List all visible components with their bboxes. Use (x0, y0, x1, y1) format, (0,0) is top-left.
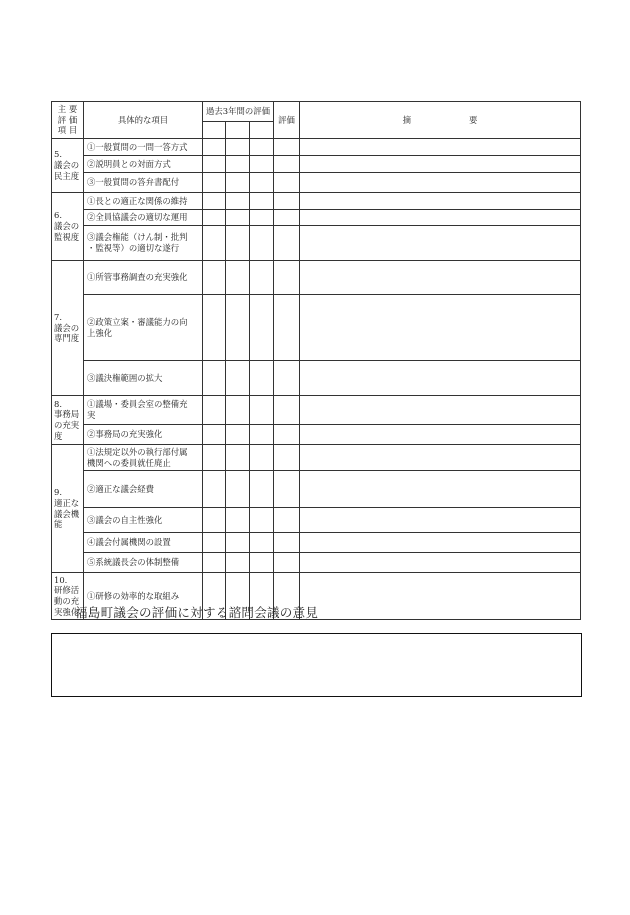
eval-cell[interactable] (274, 173, 300, 193)
past-eval-year-1-cell[interactable] (203, 425, 226, 445)
eval-cell[interactable] (274, 553, 300, 573)
table-row (52, 139, 581, 156)
item-label: ⑤系統議長会の体制整備 (87, 557, 180, 568)
past-eval-year-2-cell[interactable] (226, 396, 250, 425)
header-remarks-char-2: 要 (469, 114, 478, 125)
item-label: ①所管事務調査の充実強化 (87, 272, 188, 283)
eval-cell[interactable] (274, 156, 300, 173)
eval-cell[interactable] (274, 425, 300, 445)
table-row (52, 553, 581, 573)
item-cell (84, 396, 203, 425)
category-name: 研修活 動の充 実強化 (54, 585, 80, 617)
past-eval-year-2-cell[interactable] (226, 471, 250, 508)
eval-cell[interactable] (274, 508, 300, 533)
past-eval-year-1-cell[interactable] (203, 173, 226, 193)
item-label: ③議決権範囲の拡大 (87, 372, 163, 383)
item-cell (84, 471, 203, 508)
category-name: 議会の 専門度 (54, 322, 80, 344)
past-eval-year-1-cell[interactable] (203, 261, 226, 295)
category-name: 事務局 の充実 度 (54, 409, 80, 441)
remarks-cell[interactable] (300, 295, 581, 361)
category-number: 10. (54, 574, 68, 585)
remarks-cell[interactable] (300, 396, 581, 425)
eval-cell[interactable] (274, 210, 300, 226)
table-row (52, 396, 581, 425)
item-cell (84, 139, 203, 156)
past-eval-year-1-cell[interactable] (203, 471, 226, 508)
remarks-cell[interactable] (300, 508, 581, 533)
past-eval-year-3-cell[interactable] (250, 261, 274, 295)
past-eval-year-2-cell[interactable] (226, 193, 250, 210)
past-eval-year-1-cell[interactable] (203, 295, 226, 361)
table-row (52, 471, 581, 508)
category-name: 適正な 議会機 能 (54, 497, 80, 530)
table-row (52, 361, 581, 396)
item-label: ②全員協議会の適切な運用 (87, 212, 188, 223)
category-cell (52, 139, 84, 193)
opinion-box[interactable] (51, 633, 582, 697)
past-eval-year-1-cell[interactable] (203, 139, 226, 156)
category-number: 8. (54, 398, 62, 409)
table-row (52, 508, 581, 533)
past-eval-year-2-cell[interactable] (226, 156, 250, 173)
item-label: ②適正な議会経費 (87, 483, 154, 494)
eval-cell[interactable] (274, 261, 300, 295)
past-eval-year-3-cell[interactable] (250, 193, 274, 210)
eval-cell[interactable] (274, 295, 300, 361)
remarks-cell[interactable] (300, 261, 581, 295)
category-cell (52, 396, 84, 445)
past-eval-year-2-cell[interactable] (226, 210, 250, 226)
table-row (52, 193, 581, 210)
past-eval-year-2-cell[interactable] (226, 553, 250, 573)
evaluation-table (51, 101, 581, 620)
header-past-eval: 過去3年間の評価 (203, 102, 274, 122)
past-eval-year-3-cell[interactable] (250, 471, 274, 508)
past-eval-year-2-cell[interactable] (226, 508, 250, 533)
item-cell (84, 193, 203, 210)
past-eval-year-3-cell[interactable] (250, 226, 274, 261)
past-eval-year-1-cell[interactable] (203, 553, 226, 573)
past-eval-year-3-cell[interactable] (250, 396, 274, 425)
past-eval-year-2-cell[interactable] (226, 425, 250, 445)
past-eval-year-1-cell[interactable] (203, 193, 226, 210)
remarks-cell[interactable] (300, 445, 581, 471)
remarks-cell[interactable] (300, 226, 581, 261)
item-label: ①研修の効率的な取組み (87, 590, 180, 601)
header-eval: 評価 (274, 102, 300, 139)
category-name: 議会の 監視度 (54, 221, 80, 242)
item-label: ③議会権能（けん制・批判 ・監視等）の適切な遂行 (87, 232, 188, 253)
eval-cell[interactable] (274, 445, 300, 471)
past-eval-year-3-cell[interactable] (250, 425, 274, 445)
header-remarks (300, 102, 581, 139)
item-cell (84, 156, 203, 173)
past-eval-year-1-cell[interactable] (203, 396, 226, 425)
past-eval-year-3-cell[interactable] (250, 295, 274, 361)
item-cell (84, 533, 203, 553)
remarks-cell[interactable] (300, 139, 581, 156)
remarks-cell[interactable] (300, 173, 581, 193)
remarks-cell[interactable] (300, 573, 581, 620)
past-eval-year-2-cell[interactable] (226, 226, 250, 261)
past-eval-year-3-cell[interactable] (250, 173, 274, 193)
eval-cell[interactable] (274, 226, 300, 261)
table-row (52, 295, 581, 361)
past-eval-year-1-cell[interactable] (203, 445, 226, 471)
past-eval-year-2-cell[interactable] (226, 533, 250, 553)
past-eval-year-2-cell[interactable] (226, 361, 250, 396)
remarks-cell[interactable] (300, 193, 581, 210)
past-eval-year-1-cell[interactable] (203, 210, 226, 226)
past-eval-year-2-cell[interactable] (226, 261, 250, 295)
past-eval-year-1-cell[interactable] (203, 508, 226, 533)
past-eval-year-2-cell[interactable] (226, 445, 250, 471)
header-remarks-char-1: 摘 (402, 114, 411, 125)
eval-cell[interactable] (274, 139, 300, 156)
category-number: 5. (54, 149, 62, 160)
item-label: ②事務局の充実強化 (87, 429, 163, 440)
item-label: ③一般質問の答弁書配付 (87, 177, 180, 188)
item-label: ①議場・委員会室の整備充 実 (87, 399, 188, 420)
category-cell (52, 261, 84, 396)
eval-cell[interactable] (274, 533, 300, 553)
category-number: 9. (54, 487, 62, 497)
past-eval-year-3-cell[interactable] (250, 508, 274, 533)
table-row (52, 261, 581, 295)
header-category: 主 要 評 価 項 目 (52, 102, 84, 139)
item-label: ①法規定以外の執行部付属 機関への委員就任廃止 (87, 446, 188, 468)
table-row (52, 226, 581, 261)
item-cell (84, 445, 203, 471)
category-cell (52, 193, 84, 261)
past-eval-year-3-cell[interactable] (250, 361, 274, 396)
table-row (52, 533, 581, 553)
table-row (52, 425, 581, 445)
remarks-cell[interactable] (300, 210, 581, 226)
item-cell (84, 361, 203, 396)
past-eval-year-1-header (203, 122, 226, 139)
item-label: ③議会の自主性強化 (87, 514, 163, 525)
past-eval-year-3-cell[interactable] (250, 553, 274, 573)
past-eval-year-3-header (250, 122, 274, 139)
past-eval-year-3-cell[interactable] (250, 156, 274, 173)
category-number: 7. (54, 311, 62, 322)
past-eval-year-1-cell[interactable] (203, 533, 226, 553)
past-eval-year-3-cell[interactable] (250, 210, 274, 226)
category-cell (52, 445, 84, 573)
past-eval-year-2-cell[interactable] (226, 139, 250, 156)
category-name: 議会の 民主度 (54, 160, 80, 181)
table-row (52, 173, 581, 193)
table-row (52, 445, 581, 471)
eval-cell[interactable] (274, 471, 300, 508)
past-eval-year-3-cell[interactable] (250, 139, 274, 156)
past-eval-year-3-cell[interactable] (250, 533, 274, 553)
remarks-cell[interactable] (300, 533, 581, 553)
remarks-cell[interactable] (300, 425, 581, 445)
item-cell (84, 295, 203, 361)
past-eval-year-3-cell[interactable] (250, 445, 274, 471)
category-number: 6. (54, 210, 62, 221)
remarks-cell[interactable] (300, 553, 581, 573)
table-row (52, 156, 581, 173)
past-eval-year-1-cell[interactable] (203, 226, 226, 261)
item-cell (84, 508, 203, 533)
past-eval-year-2-cell[interactable] (226, 173, 250, 193)
eval-cell[interactable] (274, 193, 300, 210)
item-cell (84, 261, 203, 295)
item-cell (84, 553, 203, 573)
table-row (52, 210, 581, 226)
header-item: 具体的な項目 (84, 102, 203, 139)
remarks-cell[interactable] (300, 471, 581, 508)
past-eval-year-2-cell[interactable] (226, 295, 250, 361)
past-eval-year-1-cell[interactable] (203, 156, 226, 173)
opinion-title: 福島町議会の評価に対する諮問会議の意見 (75, 605, 319, 620)
item-label: ②政策立案・審議能力の向 上強化 (87, 316, 188, 338)
remarks-cell[interactable] (300, 361, 581, 396)
item-cell (84, 226, 203, 261)
item-label: ①一般質問の一問一答方式 (87, 141, 188, 152)
item-label: ④議会付属機関の設置 (87, 537, 171, 548)
item-cell (84, 210, 203, 226)
item-label: ①長との適正な関係の維持 (87, 195, 188, 206)
remarks-cell[interactable] (300, 156, 581, 173)
item-cell (84, 425, 203, 445)
past-eval-year-2-header (226, 122, 250, 139)
eval-cell[interactable] (274, 396, 300, 425)
eval-cell[interactable] (274, 361, 300, 396)
item-cell (84, 173, 203, 193)
item-label: ②説明員との対面方式 (87, 158, 171, 169)
past-eval-year-1-cell[interactable] (203, 361, 226, 396)
